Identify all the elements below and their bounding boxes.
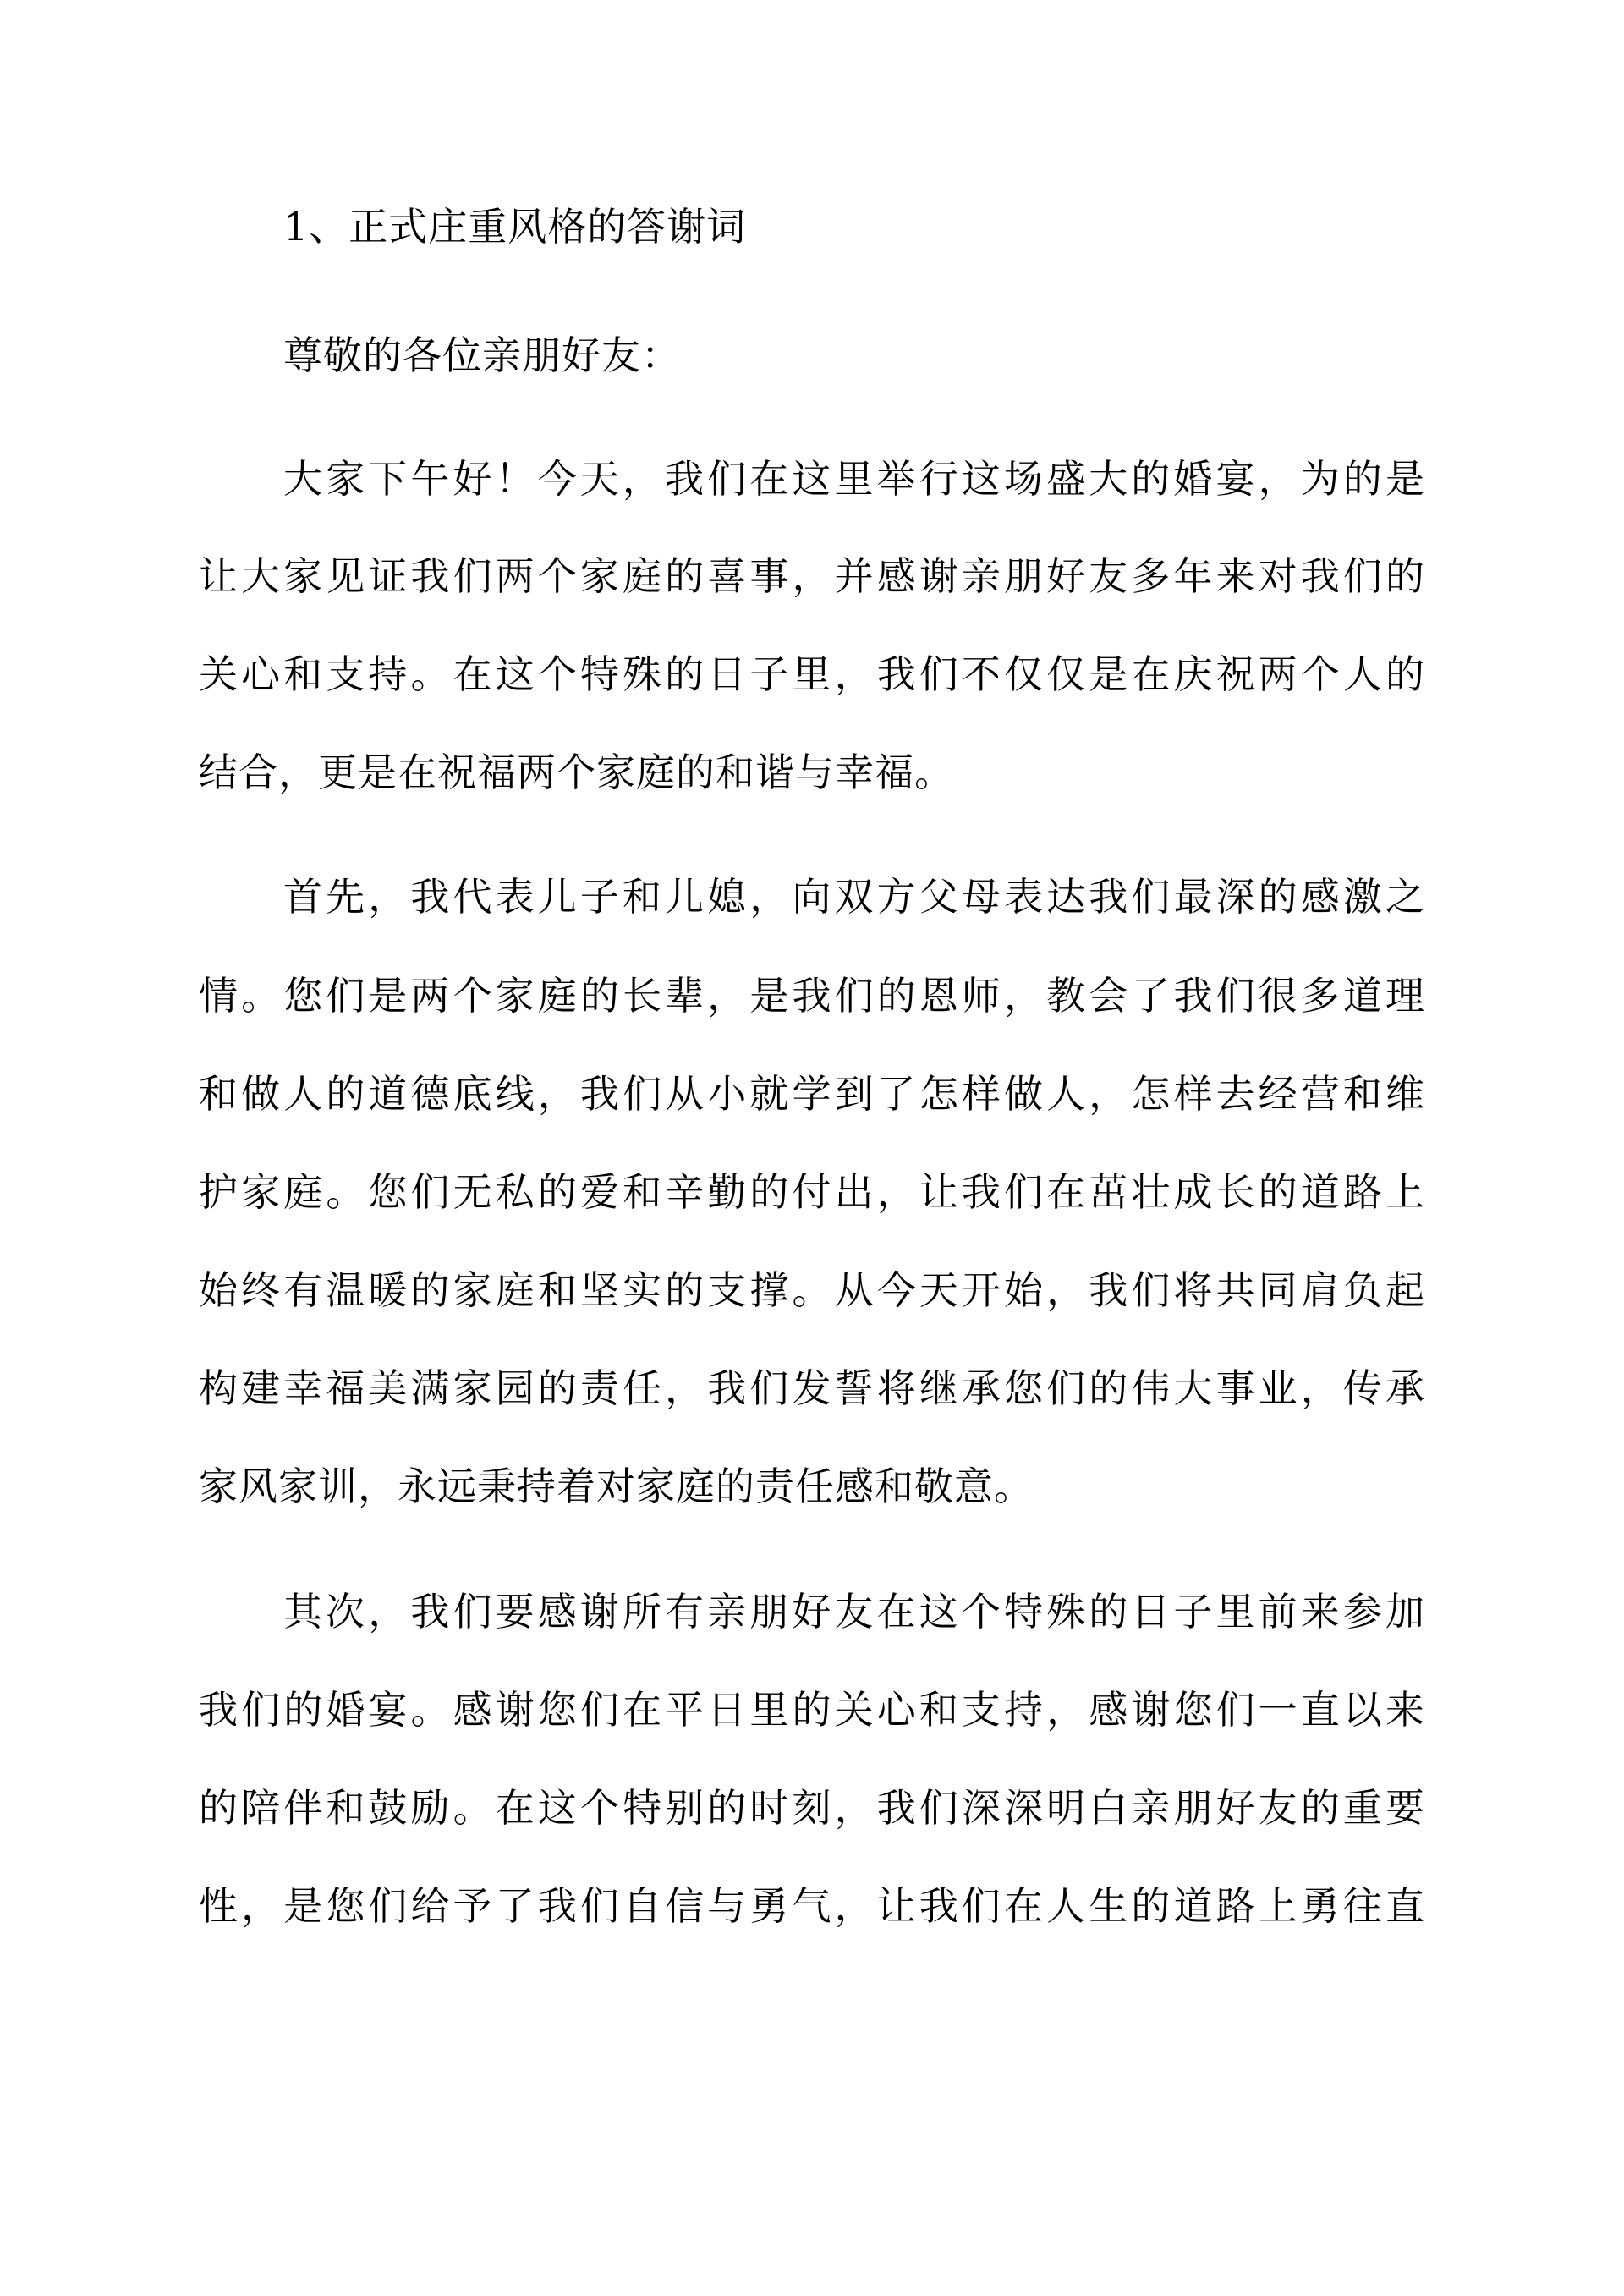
paragraph-line: 结合，更是在祝福两个家庭的和谐与幸福。 xyxy=(199,750,954,795)
paragraph-line: 关心和支持。在这个特殊的日子里，我们不仅仅是在庆祝两个人的 xyxy=(199,651,1425,697)
salutation: 尊敬的各位亲朋好友： xyxy=(283,332,681,378)
paragraph-line: 护家庭。您们无私的爱和辛勤的付出，让我们在茁壮成长的道路上 xyxy=(199,1169,1425,1215)
paragraph-line: 情。您们是两个家庭的长辈，是我们的恩师，教会了我们很多道理 xyxy=(199,973,1425,1019)
paragraph-line: 我们的婚宴。感谢您们在平日里的关心和支持，感谢您们一直以来 xyxy=(199,1687,1425,1733)
paragraph-line: 其次，我们要感谢所有亲朋好友在这个特殊的日子里前来参加 xyxy=(283,1589,1425,1634)
paragraph-line: 构建幸福美满家园的责任，我们发誓将继承您们的伟大事业，传承 xyxy=(199,1365,1425,1411)
paragraph-line: 和做人的道德底线，我们从小就学到了怎样做人，怎样去经营和维 xyxy=(199,1071,1425,1117)
paragraph-line: 家风家训，永远秉持着对家庭的责任感和敬意。 xyxy=(199,1464,1034,1509)
paragraph-line: 始终有温暖的家庭和坚实的支撑。从今天开始，我们将共同肩负起 xyxy=(199,1267,1425,1313)
paragraph-line: 性，是您们给予了我们自信与勇气，让我们在人生的道路上勇往直 xyxy=(199,1883,1425,1929)
paragraph-line: 让大家见证我们两个家庭的喜事，并感谢亲朋好友多年来对我们的 xyxy=(199,553,1425,599)
paragraph-line: 大家下午好！今天，我们在这里举行这场盛大的婚宴，为的是 xyxy=(283,456,1425,502)
paragraph-line: 的陪伴和鼓励。在这个特别的时刻，我们深深明白亲朋好友的重要 xyxy=(199,1785,1425,1831)
paragraph-line: 首先，我代表儿子和儿媳，向双方父母表达我们最深的感激之 xyxy=(283,874,1425,920)
section-heading: 1、正式庄重风格的答谢词 xyxy=(283,204,747,250)
